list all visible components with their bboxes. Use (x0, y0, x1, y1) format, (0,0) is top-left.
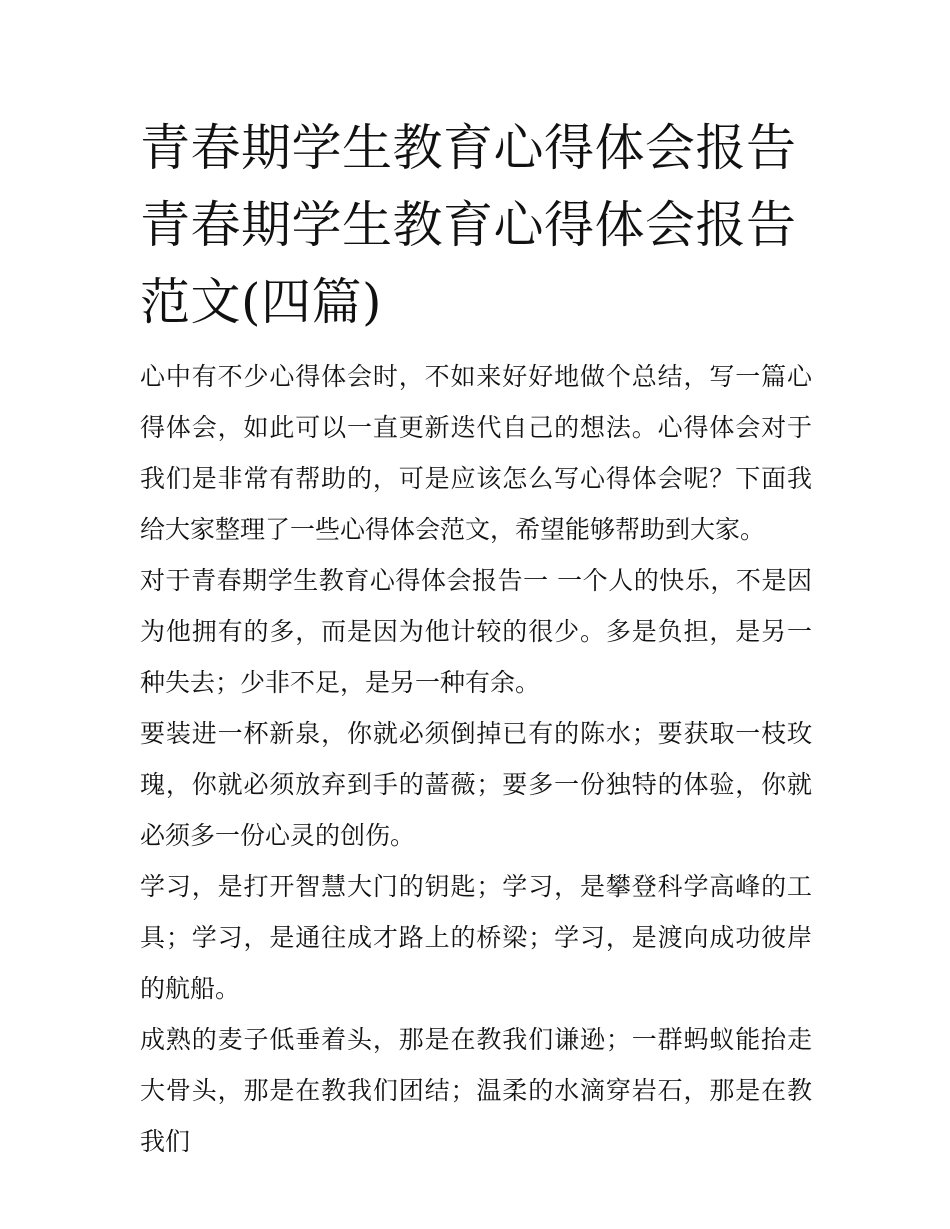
paragraph-wheat: 成熟的麦子低垂着头，那是在教我们谦逊；一群蚂蚁能抬走大骨头，那是在教我们团结；温柔的水滴穿岩石，那是在教我们 (140, 1025, 812, 1156)
paragraph-rose: 要装进一杯新泉，你就必须倒掉已有的陈水；要获取一枝玫瑰，你就必须放弃到手的蔷薇；要多一份独特的体验，你就必须多一份心灵的创伤。 (140, 719, 812, 850)
document-title: 青春期学生教育心得体会报告青春期学生教育心得体会报告范文(四篇) (140, 119, 797, 331)
paragraph-learning: 学习，是打开智慧大门的钥匙；学习，是攀登科学高峰的工具；学习，是通往成才路上的桥梁；学习，是渡向成功彼岸的航船。 (140, 872, 812, 1003)
document-page (140, 110, 812, 1167)
paragraph-happiness: 对于青春期学生教育心得体会报告一 一个人的快乐，不是因为他拥有的多，而是因为他计较的很少。多是负担，是另一种失去；少非不足，是另一种有余。 (140, 566, 812, 697)
paragraph-intro: 心中有不少心得体会时，不如来好好地做个总结，写一篇心得体会，如此可以一直更新迭代自己的想法。心得体会对于我们是非常有帮助的，可是应该怎么写心得体会呢？下面我给大家整理了一些心得体会范文，希望能够帮助到大家。 (140, 362, 812, 544)
